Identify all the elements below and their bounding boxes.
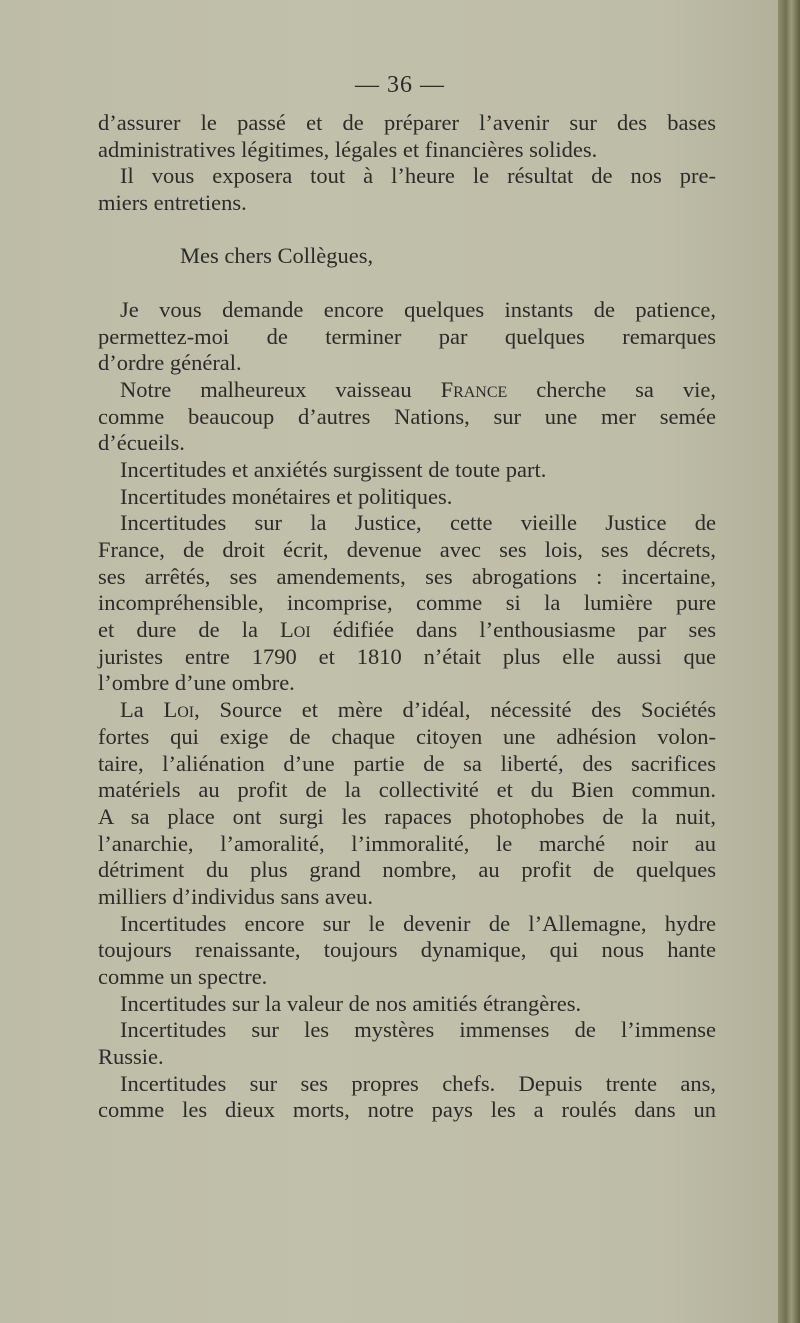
text-line: matériels au profit de la collectivité et du Bien commun. [98, 777, 716, 803]
text-line: milliers d’individus sans aveu. [98, 883, 373, 909]
text-line [98, 377, 716, 404]
text-line: détriment du plus grand nombre, au profit de quelques [98, 857, 716, 883]
text-fragment: , Source et mère d’idéal, nécessité des Sociétés [194, 697, 716, 723]
text-fragment: et dure de la [98, 617, 281, 643]
text-line: d’assurer le passé et de préparer l’avenir sur des bases [98, 110, 716, 135]
text-line: Je vous demande encore quelques instants de patience, [120, 296, 716, 322]
text-fragment: édifiée dans l’enthousiasme par ses [310, 617, 716, 643]
body-text [98, 110, 716, 1124]
text-line: comme les dieux morts, notre pays les a roulés dans un [98, 1097, 716, 1123]
text-line: Incertitudes monétaires et politiques. [120, 483, 453, 509]
text-line: Incertitudes et anxiétés surgissent de toute part. [120, 456, 547, 482]
text-fragment: La [120, 697, 164, 723]
text-line: taire, l’aliénation d’une partie de sa liberté, des sacrifices [98, 750, 716, 776]
text-line: A sa place ont surgi les rapaces photophobes de la nuit, [98, 803, 716, 829]
text-line: Incertitudes sur les mystères immenses de l’immense [120, 1017, 716, 1043]
text-line: toujours renaissante, toujours dynamique, qui nous hante [98, 937, 716, 963]
text-line: permettez-moi de terminer par quelques remarques [98, 323, 716, 349]
text-line: Incertitudes encore sur le devenir de l’Allemagne, hydre [120, 910, 716, 936]
text-line: comme beaucoup d’autres Nations, sur une mer semée [98, 403, 716, 429]
text-line: Incertitudes sur la valeur de nos amitiés étrangères. [120, 990, 582, 1016]
text-line: miers entretiens. [98, 190, 247, 216]
text-line: d’écueils. [98, 430, 185, 456]
text-line: fortes qui exige de chaque citoyen une adhésion volon- [98, 723, 716, 749]
salutation-line: Mes chers Collègues, [180, 243, 374, 269]
text-line: juristes entre 1790 et 1810 n’était plus elle aussi que [98, 643, 716, 669]
text-line [98, 697, 716, 724]
text-fragment: cherche sa vie, [507, 376, 716, 402]
text-line: Russie. [98, 1044, 164, 1070]
text-line: ses arrêtés, ses amendements, ses abrogations : incertaine, [98, 563, 716, 589]
page-number: — 36 — [355, 72, 445, 98]
text-line [98, 617, 716, 644]
text-fragment: Notre malheureux vaisseau [120, 376, 441, 402]
text-line: comme un spectre. [98, 964, 268, 989]
text-line: l’ombre d’une ombre. [98, 670, 295, 696]
small-caps-word: Loi [280, 617, 311, 643]
text-line: administratives légitimes, légales et financières solides. [98, 136, 598, 162]
text-line: Incertitudes sur ses propres chefs. Depuis trente ans, [120, 1070, 716, 1096]
text-line: Il vous exposera tout à l’heure le résultat de nos pre- [120, 163, 716, 189]
blank-line [98, 217, 716, 244]
text-line: incompréhensible, incomprise, comme si la lumière pure [98, 590, 716, 616]
book-binding-edge [778, 0, 800, 1323]
blank-line [98, 270, 716, 297]
text-line: France, de droit écrit, devenue avec ses lois, ses décrets, [98, 537, 716, 562]
small-caps-word: Loi [163, 697, 195, 723]
text-line: d’ordre général. [98, 350, 242, 376]
small-caps-word: France [440, 376, 508, 402]
text-line: Incertitudes sur la Justice, cette vieille Justice de [120, 510, 716, 536]
text-line: l’anarchie, l’amoralité, l’immoralité, le marché noir au [98, 830, 716, 856]
